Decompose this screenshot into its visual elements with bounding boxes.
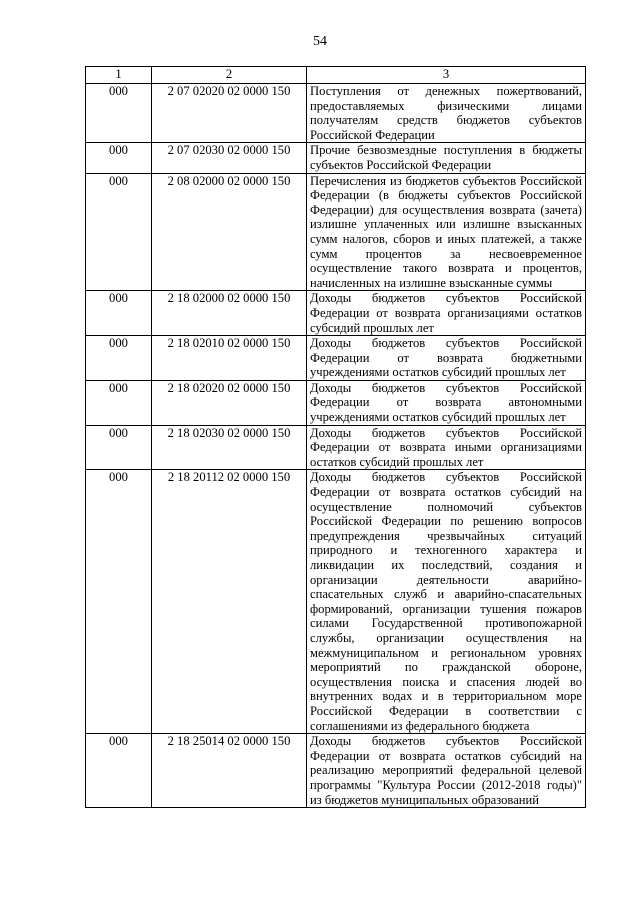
description-cell: Доходы бюджетов субъектов Российской Федерации от возврата бюджетными учреждениями остатков субсидий прошлых лет — [307, 336, 586, 381]
revenue-code-cell: 2 18 02020 02 0000 150 — [152, 380, 307, 425]
revenue-code-cell: 2 18 02010 02 0000 150 — [152, 336, 307, 381]
description-cell: Перечисления из бюджетов субъектов Российской Федерации (в бюджеты субъектов Российской Федерации) для осуществления возврата (зачета) излишне уплаченных или излишне взысканных сумм налогов, сборов и иных платежей, а также сумм процентов за несвоевременное осуществление такого возврата и процентов, начисленных на излишне взысканные суммы — [307, 173, 586, 291]
description-cell: Доходы бюджетов субъектов Российской Федерации от возврата организациями остатков субсидий прошлых лет — [307, 291, 586, 336]
admin-code-cell: 000 — [86, 173, 152, 291]
table-row — [86, 84, 586, 143]
table-row — [86, 470, 586, 734]
description-cell: Доходы бюджетов субъектов Российской Федерации от возврата остатков субсидий на реализацию мероприятий федеральной целевой программы "Культура России (2012-2018 годы)" из бюджетов муниципальных образований — [307, 734, 586, 808]
page-number: 54 — [313, 34, 327, 49]
revenue-code-cell: 2 18 02000 02 0000 150 — [152, 291, 307, 336]
description-cell: Доходы бюджетов субъектов Российской Федерации от возврата остатков субсидий на осуществление полномочий субъектов Российской Федерации по решению вопросов предупреждения чрезвычайных ситуаций природного и техногенного характера и ликвидации их последствий, создания и организации деятельности аварийно-спасательных служб и аварийно-спасательных формирований, организации тушения пожаров силами Государственной противопожарной службы, организации осуществления на межмуниципальном и региональном уровнях мероприятий по гражданской обороне, осуществления поиска и спасения людей во внутренних водах и в территориальном море Российской Федерации в соответствии с соглашениями из федерального бюджета — [307, 470, 586, 734]
revenue-code-cell: 2 07 02030 02 0000 150 — [152, 143, 307, 173]
column-header-3: 3 — [307, 67, 586, 84]
revenue-code-cell: 2 07 02020 02 0000 150 — [152, 84, 307, 143]
table-row — [86, 336, 586, 381]
table-row — [86, 143, 586, 173]
admin-code-cell: 000 — [86, 380, 152, 425]
revenue-codes-table — [85, 66, 586, 808]
admin-code-cell: 000 — [86, 734, 152, 808]
table-row — [86, 380, 586, 425]
column-header-1: 1 — [86, 67, 152, 84]
admin-code-cell: 000 — [86, 470, 152, 734]
admin-code-cell: 000 — [86, 143, 152, 173]
table-header-row — [86, 67, 586, 84]
admin-code-cell: 000 — [86, 425, 152, 470]
admin-code-cell: 000 — [86, 291, 152, 336]
column-header-2: 2 — [152, 67, 307, 84]
revenue-code-cell: 2 18 02030 02 0000 150 — [152, 425, 307, 470]
description-cell: Доходы бюджетов субъектов Российской Федерации от возврата иными организациями остатков субсидий прошлых лет — [307, 425, 586, 470]
table-row — [86, 734, 586, 808]
description-cell: Прочие безвозмездные поступления в бюджеты субъектов Российской Федерации — [307, 143, 586, 173]
table-row — [86, 291, 586, 336]
admin-code-cell: 000 — [86, 336, 152, 381]
table-row — [86, 425, 586, 470]
revenue-code-cell: 2 08 02000 02 0000 150 — [152, 173, 307, 291]
description-cell: Поступления от денежных пожертвований, предоставляемых физическими лицами получателям средств бюджетов субъектов Российской Федерации — [307, 84, 586, 143]
description-cell: Доходы бюджетов субъектов Российской Федерации от возврата автономными учреждениями остатков субсидий прошлых лет — [307, 380, 586, 425]
revenue-code-cell: 2 18 20112 02 0000 150 — [152, 470, 307, 734]
revenue-code-cell: 2 18 25014 02 0000 150 — [152, 734, 307, 808]
table-row — [86, 173, 586, 291]
admin-code-cell: 000 — [86, 84, 152, 143]
